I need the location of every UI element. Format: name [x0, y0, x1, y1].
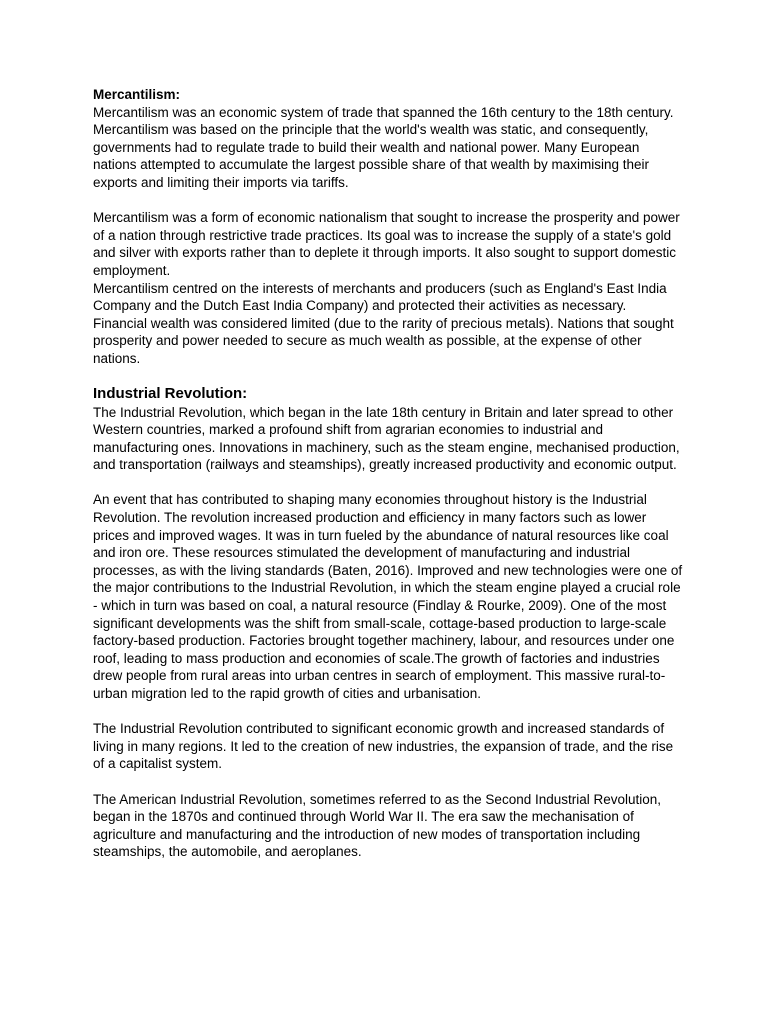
paragraph-spacer	[93, 474, 685, 492]
mercantilism-heading: Mercantilism:	[93, 87, 181, 102]
industrial-revolution-paragraph-4: The American Industrial Revolution, sometimes referred to as the Second Industrial Revolution, began in the 1870s and continued through World War II. The era saw the mechanisation of agriculture and manufacturing and the introduction of new modes of transportation including steamships, the automobile, and aeroplanes.	[93, 791, 662, 860]
mercantilism-paragraph-4: Financial wealth was considered limited (due to the rarity of precious metals). Nations that sought prosperity and power needed to secure as much wealth as possible, at the expense of other nations.	[93, 315, 674, 366]
paragraph-spacer	[93, 773, 685, 791]
industrial-revolution-paragraph-1: The Industrial Revolution, which began in the late 18th century in Britain and later spread to other Western countries, marked a profound shift from agrarian economies to industrial and manufacturing ones. Innovations in machinery, such as the steam engine, mechanised production, and transportation (railways and steamships), greatly increased productivity and economic output.	[93, 404, 680, 473]
document-page	[93, 86, 685, 861]
mercantilism-paragraph-1: Mercantilism was an economic system of trade that spanned the 16th century to the 18th century. Mercantilism was based on the principle that the world's wealth was static, and consequently, governments had to regulate trade to build their wealth and national power. Many European nations attempted to accumulate the largest possible share of that wealth by maximising their exports and limiting their imports via tariffs.	[93, 104, 674, 190]
industrial-revolution-section	[93, 384, 685, 861]
mercantilism-paragraph-2: Mercantilism was a form of economic nationalism that sought to increase the prosperity and power of a nation through restrictive trade practices. Its goal was to increase the supply of a state's gold and silver with exports rather than to deplete it through imports. It also sought to support domestic employment.	[93, 210, 680, 278]
industrial-revolution-paragraph-3: The Industrial Revolution contributed to significant economic growth and increased standards of living in many regions. It led to the creation of new industries, the expansion of trade, and the rise of a capitalist system.	[93, 721, 674, 772]
paragraph-spacer	[93, 703, 685, 721]
mercantilism-section	[93, 86, 685, 368]
mercantilism-paragraph-3: Mercantilism centred on the interests of merchants and producers (such as England's East India Company and the Dutch East India Company) and protected their activities as necessary.	[93, 280, 667, 314]
industrial-revolution-paragraph-2: An event that has contributed to shaping many economies throughout history is the Industrial Revolution. The revolution increased production and efficiency in many factors such as lower prices and improved wages. It was in turn fueled by the abundance of natural resources like coal and iron ore. These resources stimulated the development of manufacturing and industrial processes, as with the living standards (Baten, 2016). Improved and new technologies were one of the major contributions to the Industrial Revolution, in which the steam engine played a crucial role - which in turn was based on coal, a natural resource (Findlay & Rourke, 2009). One of the most significant developments was the shift from small-scale, cottage-based production to large-scale factory-based production. Factories brought together machinery, labour, and resources under one roof, leading to mass production and economies of scale.The growth of factories and industries drew people from rural areas into urban centres in search of employment. This massive rural-to-urban migration led to the rapid growth of cities and urbanisation.	[93, 492, 683, 701]
industrial-revolution-heading: Industrial Revolution:	[93, 384, 248, 402]
section-spacer	[93, 368, 685, 384]
paragraph-spacer	[93, 192, 685, 210]
